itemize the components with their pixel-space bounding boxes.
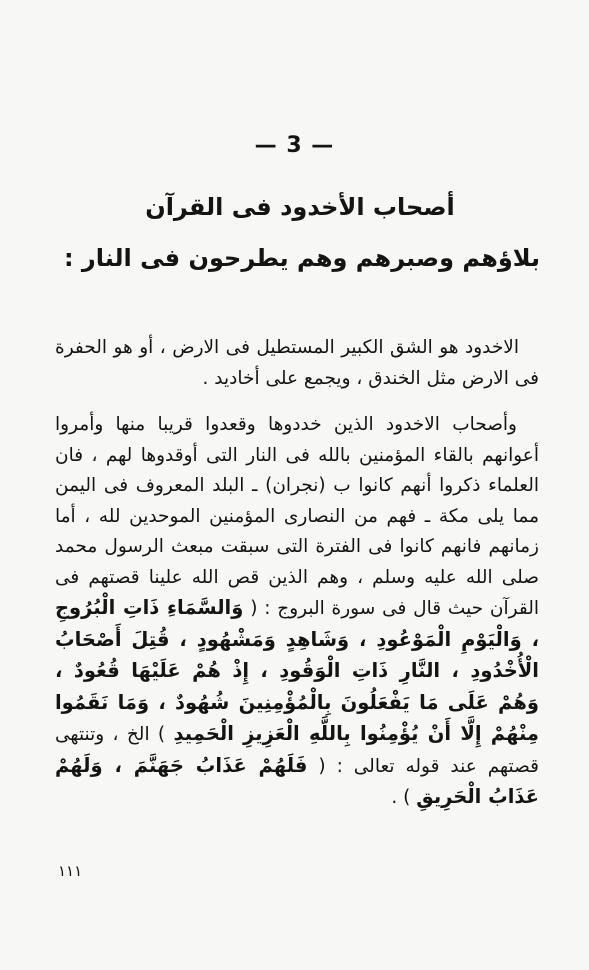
quran-verse: فَلَهُمْ عَذَابُ جَهَنَّمَ ، وَلَهُمْ عَذَابُ الْحَرِيقِ: [55, 753, 539, 808]
chapter-number: — 3 —: [254, 133, 335, 158]
paragraph-definition: الاخدود هو الشق الكبير المستطيل فى الارض ، أو هو الحفرة فى الارض مثل الخندق ، ويجمع على أخاديد .: [55, 337, 539, 389]
chapter-title: أصحاب الأخدود فى القرآن: [145, 193, 455, 221]
page-number: ١١١: [58, 862, 83, 880]
paragraph-story: [55, 410, 539, 814]
quran-verse: وَالسَّمَاءِ ذَاتِ الْبُرُوجِ ، وَالْيَوْمِ الْمَوْعُودِ ، وَشَاهِدٍ وَمَشْهُودٍ ، قُتِلَ أَصْحَابُ الْأُخْدُودِ ، النَّارِ ذَاتِ الْوَقُودِ ، إِذْ هُمْ عَلَيْهَا قُعُودٌ ، وَهُمْ عَلَى مَا يَفْعَلُونَ بِالْمُؤْمِنِينَ شُهُودٌ ، وَمَا نَقَمُوا مِنْهُمْ إِلَّا أَنْ يُؤْمِنُوا بِاللَّهِ الْعَزِيزِ الْحَمِيدِ: [55, 596, 539, 745]
paragraph-text: ) الخ ، وتنتهى قصتهم عند قوله تعالى : (: [55, 724, 539, 777]
paragraph-text: وأصحاب الاخدود الذين خددوها وقعدوا قريبا منها وأمروا أعوانهم بالقاء المؤمنين بالله فى النار التى أوقدوها لهم ، فان العلماء ذكروا أنهم كانوا ب (نجران) ـ البلد المعروف فى اليمن مما يلى مكة ـ فهم من النصارى المؤمنين الموحدين لله ، أما زمانهم فانهم كانوا فى الفترة التى سبقت مبعث الرسول محمد صلى الله عليه وسلم ، وهم الذين قص الله علينا قصتهم فى القرآن حيث قال فى سورة البروج : (: [55, 414, 539, 619]
paragraph-text: ) .: [391, 787, 411, 808]
chapter-subtitle: بلاؤهم وصبرهم وهم يطرحون فى النار :: [63, 244, 540, 272]
